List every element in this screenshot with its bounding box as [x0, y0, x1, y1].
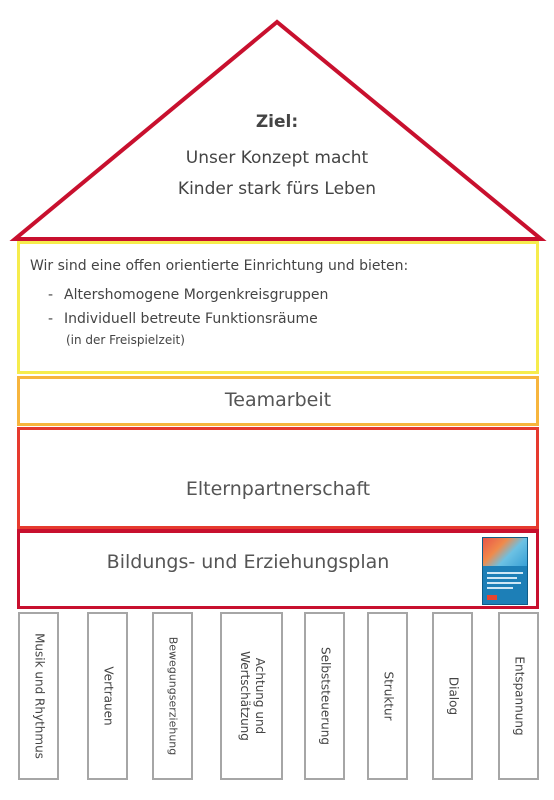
roof-goal-line-2: Kinder stark fürs Leben [177, 179, 377, 199]
pillar-label: Achtung und Wertschätzung [237, 651, 267, 741]
roof-goal-line-1: Unser Konzept macht [185, 148, 369, 168]
pillar-label: Struktur [381, 671, 395, 721]
offer-note: (in der Freispielzeit) [66, 333, 185, 347]
offer-list [30, 287, 526, 327]
pillar-label: Entspannung [512, 656, 526, 736]
team-label: Teamarbeit [224, 389, 332, 411]
team-layer [17, 376, 539, 426]
eltern-label: Elternpartnerschaft [185, 478, 371, 500]
offer-item-label: Individuell betreute Funktionsräume [64, 311, 318, 327]
pillar [304, 612, 345, 780]
book-cover-icon [482, 537, 528, 605]
pillar-label: Bewegungserziehung [166, 636, 179, 756]
pillars [15, 612, 541, 784]
offer-box [17, 241, 539, 374]
pillar-label: Vertrauen [101, 666, 115, 726]
pillar-label: Selbststeuerung [318, 647, 332, 745]
pillar [367, 612, 408, 780]
offer-item: - Altershomogene Morgenkreisgruppen [48, 287, 329, 303]
offer-intro: Wir sind eine offen orientierte Einrichtung und bieten: [30, 258, 409, 274]
pillar-label: Dialog [446, 676, 460, 716]
bildung-layer [17, 533, 539, 609]
roof-title: Ziel: [255, 112, 299, 132]
pillar [152, 612, 193, 780]
offer-item-label: Altershomogene Morgenkreisgruppen [64, 287, 329, 303]
eltern-layer [17, 427, 539, 529]
pillar [432, 612, 473, 780]
bildung-label: Bildungs- und Erziehungsplan [106, 551, 390, 573]
pillar [220, 612, 283, 780]
pillar-label: Musik und Rhythmus [32, 633, 46, 759]
pillar [87, 612, 128, 780]
pillar [18, 612, 59, 780]
pillar [498, 612, 539, 780]
offer-item: - Individuell betreute Funktionsräume [48, 311, 318, 327]
